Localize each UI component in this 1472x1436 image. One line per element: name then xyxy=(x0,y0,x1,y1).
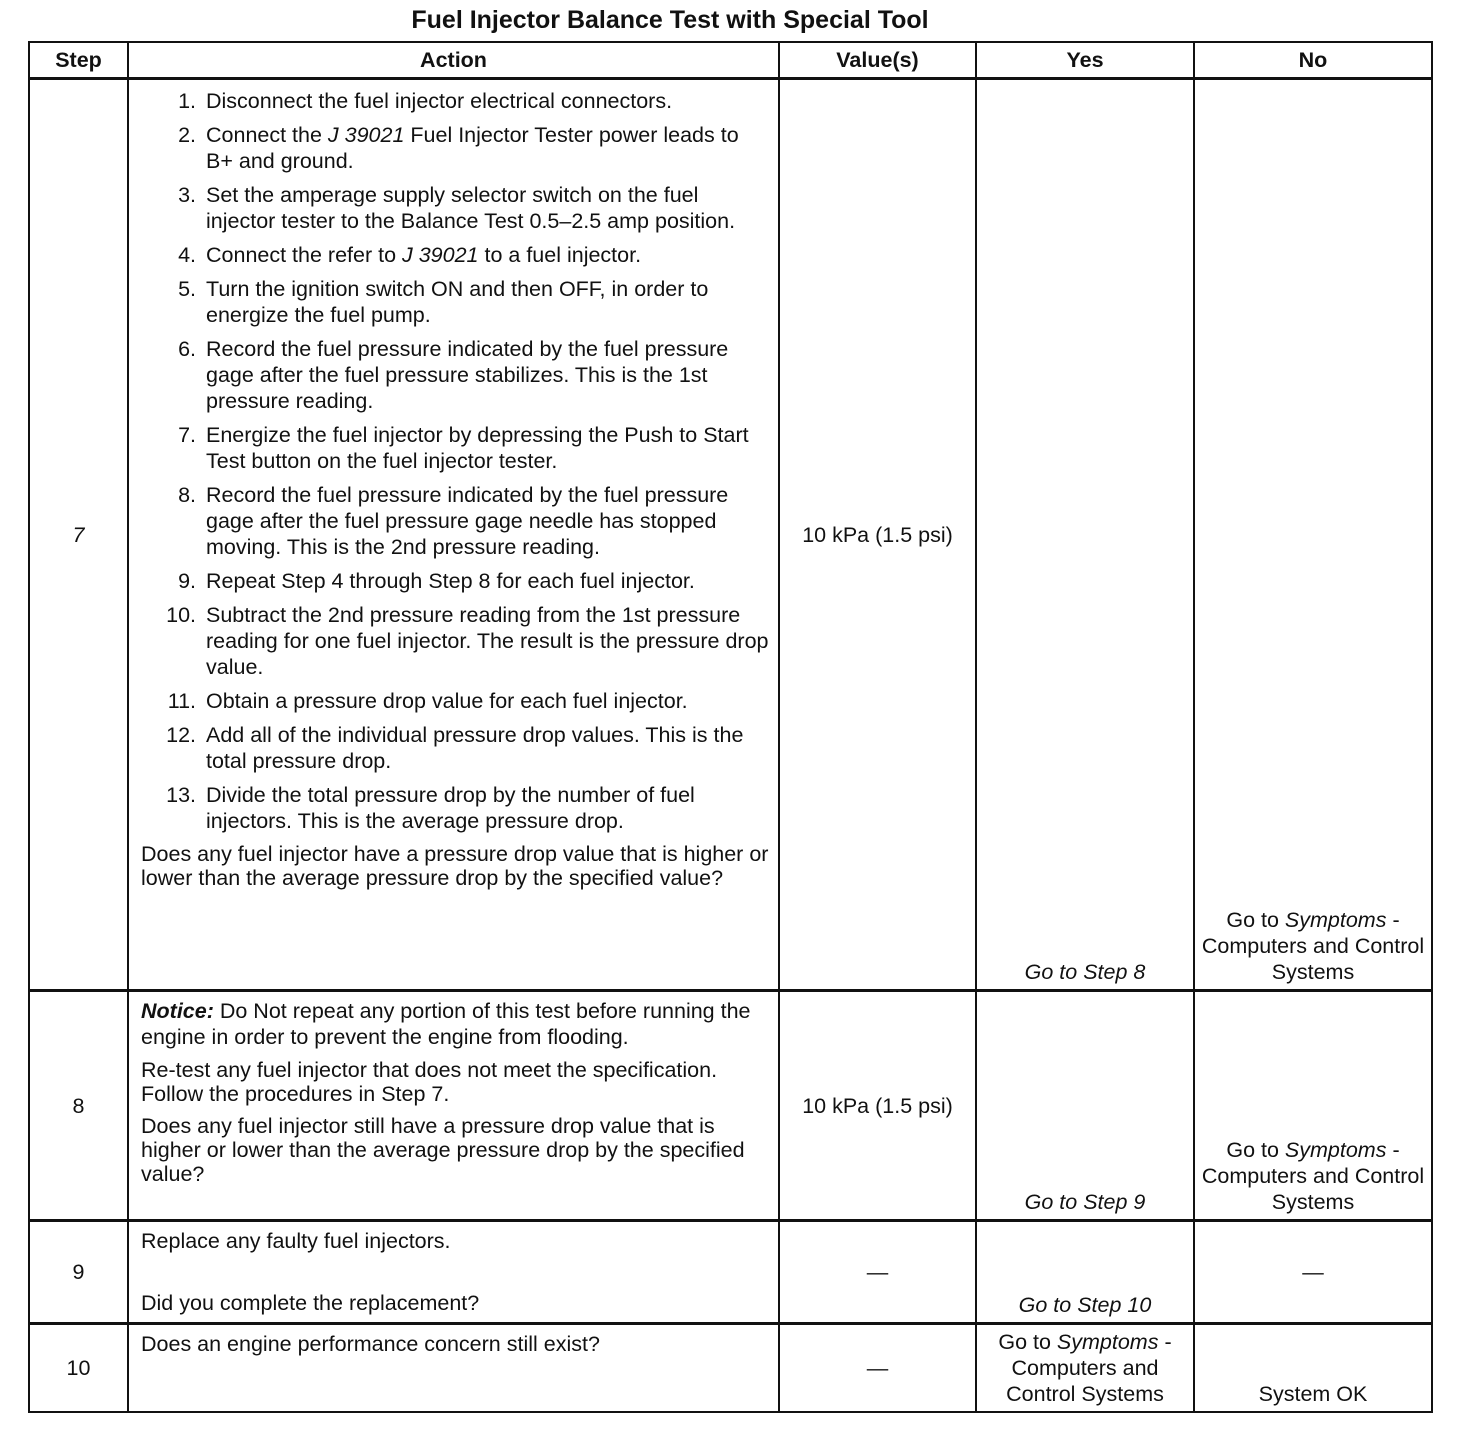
value-cell: — xyxy=(779,1221,976,1324)
list-item: 12. Add all of the individual pressure drop values. This is the total pressure drop. xyxy=(166,723,744,773)
no-cell: Go to Symptoms - Computers and Control Systems xyxy=(1194,79,1432,991)
question-text: Did you complete the replacement? xyxy=(141,1291,480,1315)
value-cell: 10 kPa (1.5 psi) xyxy=(779,991,976,1221)
replace-text: Replace any faulty fuel injectors. xyxy=(141,1229,451,1253)
balance-test-table xyxy=(28,41,1433,1413)
list-item: 10. Subtract the 2nd pressure reading from the 1st pressure reading for one fuel injector. The result is the pressure drop value. xyxy=(166,603,769,679)
value-cell: 10 kPa (1.5 psi) xyxy=(779,79,976,991)
yes-cell: Go to Step 8 xyxy=(976,79,1194,991)
action-cell xyxy=(128,79,779,991)
retest-text: Re-test any fuel injector that does not meet the specification. Follow the procedures in Step 7. xyxy=(141,1058,718,1106)
list-item: 2. Connect the J 39021 Fuel Injector Tester power leads to B+ and ground. xyxy=(178,123,739,173)
list-item: 13. Divide the total pressure drop by the number of fuel injectors. This is the average pressure drop. xyxy=(166,783,695,833)
yes-cell: Go to Step 10 xyxy=(976,1221,1194,1324)
procedure-list xyxy=(141,88,770,834)
list-item: 11. Obtain a pressure drop value for each fuel injector. xyxy=(167,689,688,713)
no-cell: Go to Symptoms - Computers and Control Systems xyxy=(1194,991,1432,1221)
header-action: Action xyxy=(128,42,779,79)
action-cell xyxy=(128,991,779,1221)
step-number: 7 xyxy=(29,79,128,991)
header-no: No xyxy=(1194,42,1432,79)
list-item: 4. Connect the refer to J 39021 to a fuel injector. xyxy=(178,243,642,267)
step-number: 10 xyxy=(29,1324,128,1412)
table-row-step-9 xyxy=(29,1221,1432,1324)
table-row-step-8 xyxy=(29,991,1432,1221)
question-text: Does an engine performance concern still exist? xyxy=(141,1332,600,1356)
step-number: 8 xyxy=(29,991,128,1221)
list-item: 1. Disconnect the fuel injector electrical connectors. xyxy=(178,89,673,113)
header-step: Step xyxy=(29,42,128,79)
header-row xyxy=(29,42,1432,79)
notice-text: Notice: Do Not repeat any portion of this test before running the engine in order to prevent the engine from flooding. xyxy=(141,999,751,1049)
document-title: Fuel Injector Balance Test with Special Tool xyxy=(411,6,929,34)
header-values: Value(s) xyxy=(779,42,976,79)
action-cell xyxy=(128,1221,779,1324)
table-row-step-10 xyxy=(29,1324,1432,1412)
list-item: 7. Energize the fuel injector by depressing the Push to Start Test button on the fuel injector tester. xyxy=(178,423,749,473)
value-cell: — xyxy=(779,1324,976,1412)
no-cell: — xyxy=(1194,1221,1432,1324)
list-item: 3. Set the amperage supply selector switch on the fuel injector tester to the Balance Test 0.5–2.5 amp position. xyxy=(178,183,736,233)
table-row-step-7 xyxy=(29,79,1432,991)
action-cell xyxy=(128,1324,779,1412)
list-item: 9. Repeat Step 4 through Step 8 for each fuel injector. xyxy=(178,569,695,593)
list-item: 6. Record the fuel pressure indicated by the fuel pressure gage after the fuel pressure stabilizes. This is the 1st pressure reading. xyxy=(178,337,729,413)
no-cell: System OK xyxy=(1194,1324,1432,1412)
question-text: Does any fuel injector still have a pressure drop value that is higher or lower than the average pressure drop by the specified value? xyxy=(141,1114,745,1186)
question-text: Does any fuel injector have a pressure drop value that is higher or lower than the average pressure drop by the specified value? xyxy=(141,842,769,890)
step-number: 9 xyxy=(29,1221,128,1324)
list-item: 8. Record the fuel pressure indicated by the fuel pressure gage after the fuel pressure gage needle has stopped moving. This is the 2nd pressure reading. xyxy=(178,483,729,559)
yes-cell: Go to Symptoms - Computers and Control Systems xyxy=(976,1324,1194,1412)
list-item: 5. Turn the ignition switch ON and then OFF, in order to energize the fuel pump. xyxy=(178,277,709,327)
yes-cell: Go to Step 9 xyxy=(976,991,1194,1221)
header-yes: Yes xyxy=(976,42,1194,79)
